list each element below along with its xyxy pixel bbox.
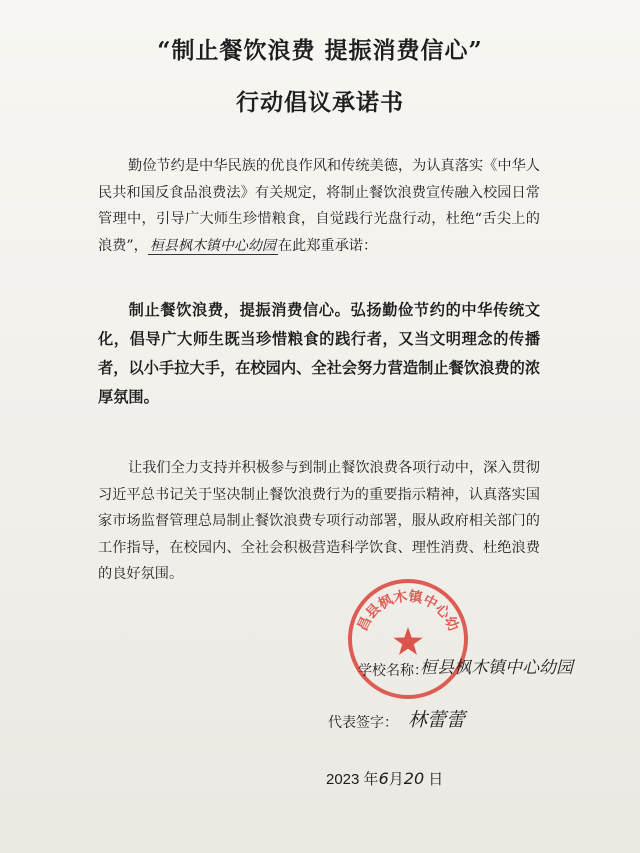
date-day: 20 xyxy=(403,769,425,788)
date-month-suffix: 月 xyxy=(388,771,404,788)
seal-star-icon xyxy=(393,627,422,655)
handwritten-school-inline: 桓县枫木镇中心幼园 xyxy=(149,237,276,254)
document-subtitle: 行动倡议承诺书 xyxy=(236,89,404,116)
date-year: 2023 xyxy=(326,771,360,788)
school-name-label: 学校名称： xyxy=(358,663,428,679)
seal-text: 昌县枫木镇中心幼 xyxy=(354,588,462,634)
representative-label: 代表签字： xyxy=(328,715,398,731)
paragraph-action xyxy=(98,455,540,588)
date-year-suffix: 年 xyxy=(363,771,379,788)
official-seal xyxy=(344,575,472,703)
date-line xyxy=(326,768,443,789)
date-month: 6 xyxy=(378,769,389,788)
date-day-suffix: 日 xyxy=(428,771,444,788)
document-title: “制止餐饮浪费 提振消费信心” xyxy=(157,37,483,64)
paragraph-action-text: 让我们全力支持并积极参与到制止餐饮浪费各项行动中，深入贯彻习近平总书记关于坚决制止餐饮浪费行为的重要指示精神，认真落实国家市场监督管理总局制止餐饮浪费专项行动部署，服从政府相关部门的工作指导，在校园内、全社会积极营造科学饮食、理性消费、杜绝浪费的良好氛围。 xyxy=(98,460,540,582)
paragraph-intro xyxy=(98,153,540,259)
paragraph-commitment xyxy=(98,296,540,412)
paragraph-commitment-text: 制止餐饮浪费，提振消费信心。弘扬勤俭节约的中华传统文化，倡导广大师生既当珍惜粮食的践行者，又当文明理念的传播者，以小手拉大手，在校园内、全社会努力营造制止餐饮浪费的浓厚氛围。 xyxy=(98,301,540,406)
school-name-handwritten: 桓县枫木镇中心幼园 xyxy=(420,658,573,678)
paragraph-intro-text: 勤俭节约是中华民族的优良作风和传统美德，为认真落实《中华人民共和国反食品浪费法》有关规定，将制止餐饮浪费宣传融入校园日常管理中，引导广大师生珍惜粮食，自觉践行光盘行动，杜绝“舌尖上的浪费”， xyxy=(98,158,540,254)
paragraph-intro-end: 在此郑重承诺： xyxy=(277,237,378,254)
representative-signature: 林蕾蕾 xyxy=(408,709,466,731)
